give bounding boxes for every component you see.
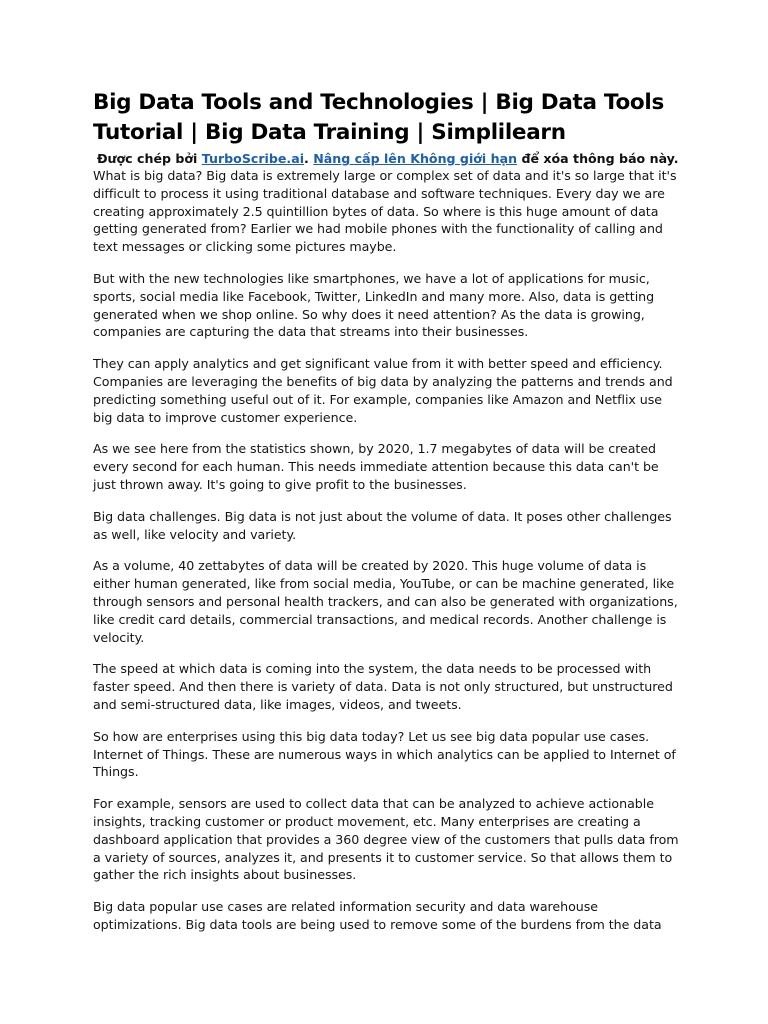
notice-prefix: Được chép bởi: [97, 151, 202, 166]
paragraph: For example, sensors are used to collect data that can be analyzed to achieve actionable insights, tracking customer or product movement, etc. Many enterprises are creating a dashboard application that provides a 360 degree view of the customers that pulls data from a variety of sources, analyzes it, and presents it to customer service. So that allows them to gather the rich insights about businesses.: [93, 796, 679, 883]
transcription-notice: [97, 150, 683, 167]
document-page: [93, 88, 683, 948]
turboscribe-link[interactable]: TurboScribe.ai: [201, 151, 305, 166]
document-title: Big Data Tools and Technologies | Big Data Tools Tutorial | Big Data Training | Simplilearn: [93, 90, 664, 145]
paragraph: They can apply analytics and get significant value from it with better speed and efficiency. Companies are leveraging the benefits of big data by analyzing the patterns and trends and predicting something useful out of it. For example, companies like Amazon and Netflix use big data to improve customer experience.: [93, 356, 673, 425]
paragraph: As a volume, 40 zettabytes of data will be created by 2020. This huge volume of data is either human generated, like from social media, YouTube, or can be machine generated, like through sensors and personal health trackers, and can also be generated with organizations, like credit card details, commercial transactions, and medical records. Another challenge is velocity.: [93, 558, 678, 645]
notice-suffix: để xóa thông báo này.: [517, 151, 679, 166]
paragraph: What is big data? Big data is extremely large or complex set of data and it's so large that it's difficult to process it using traditional database and software techniques. Every day we are creating approximately 2.5 quintillion bytes of data. So where is this huge amount of data getting generated from? Earlier we had mobile phones with the functionality of calling and text messages or clicking some pictures maybe.: [93, 168, 677, 255]
notice-separator: .: [304, 151, 314, 166]
paragraph: Big data challenges. Big data is not just about the volume of data. It poses other challenges as well, like velocity and variety.: [93, 508, 672, 542]
paragraph: As we see here from the statistics shown, by 2020, 1.7 megabytes of data will be created every second for each human. This needs immediate attention because this data can't be just thrown away. It's going to give profit to the businesses.: [93, 441, 659, 492]
upgrade-link[interactable]: Nâng cấp lên Không giới hạn: [313, 151, 518, 166]
paragraph: But with the new technologies like smartphones, we have a lot of applications for music, sports, social media like Facebook, Twitter, LinkedIn and many more. Also, data is getting generated when we shop online. So why does it need attention? As the data is growing, companies are capturing the data that streams into their businesses.: [93, 270, 655, 340]
paragraph: Big data popular use cases are related information security and data warehouse optimizations. Big data tools are being used to remove some of the burdens from the data: [93, 899, 662, 932]
paragraph: The speed at which data is coming into the system, the data needs to be processed with faster speed. And then there is variety of data. Data is not only structured, but unstructured and semi-structured data, like images, videos, and tweets.: [93, 661, 673, 712]
paragraph: So how are enterprises using this big data today? Let us see big data popular use cases. Internet of Things. These are numerous ways in which analytics can be applied to Internet of Things.: [93, 728, 676, 780]
